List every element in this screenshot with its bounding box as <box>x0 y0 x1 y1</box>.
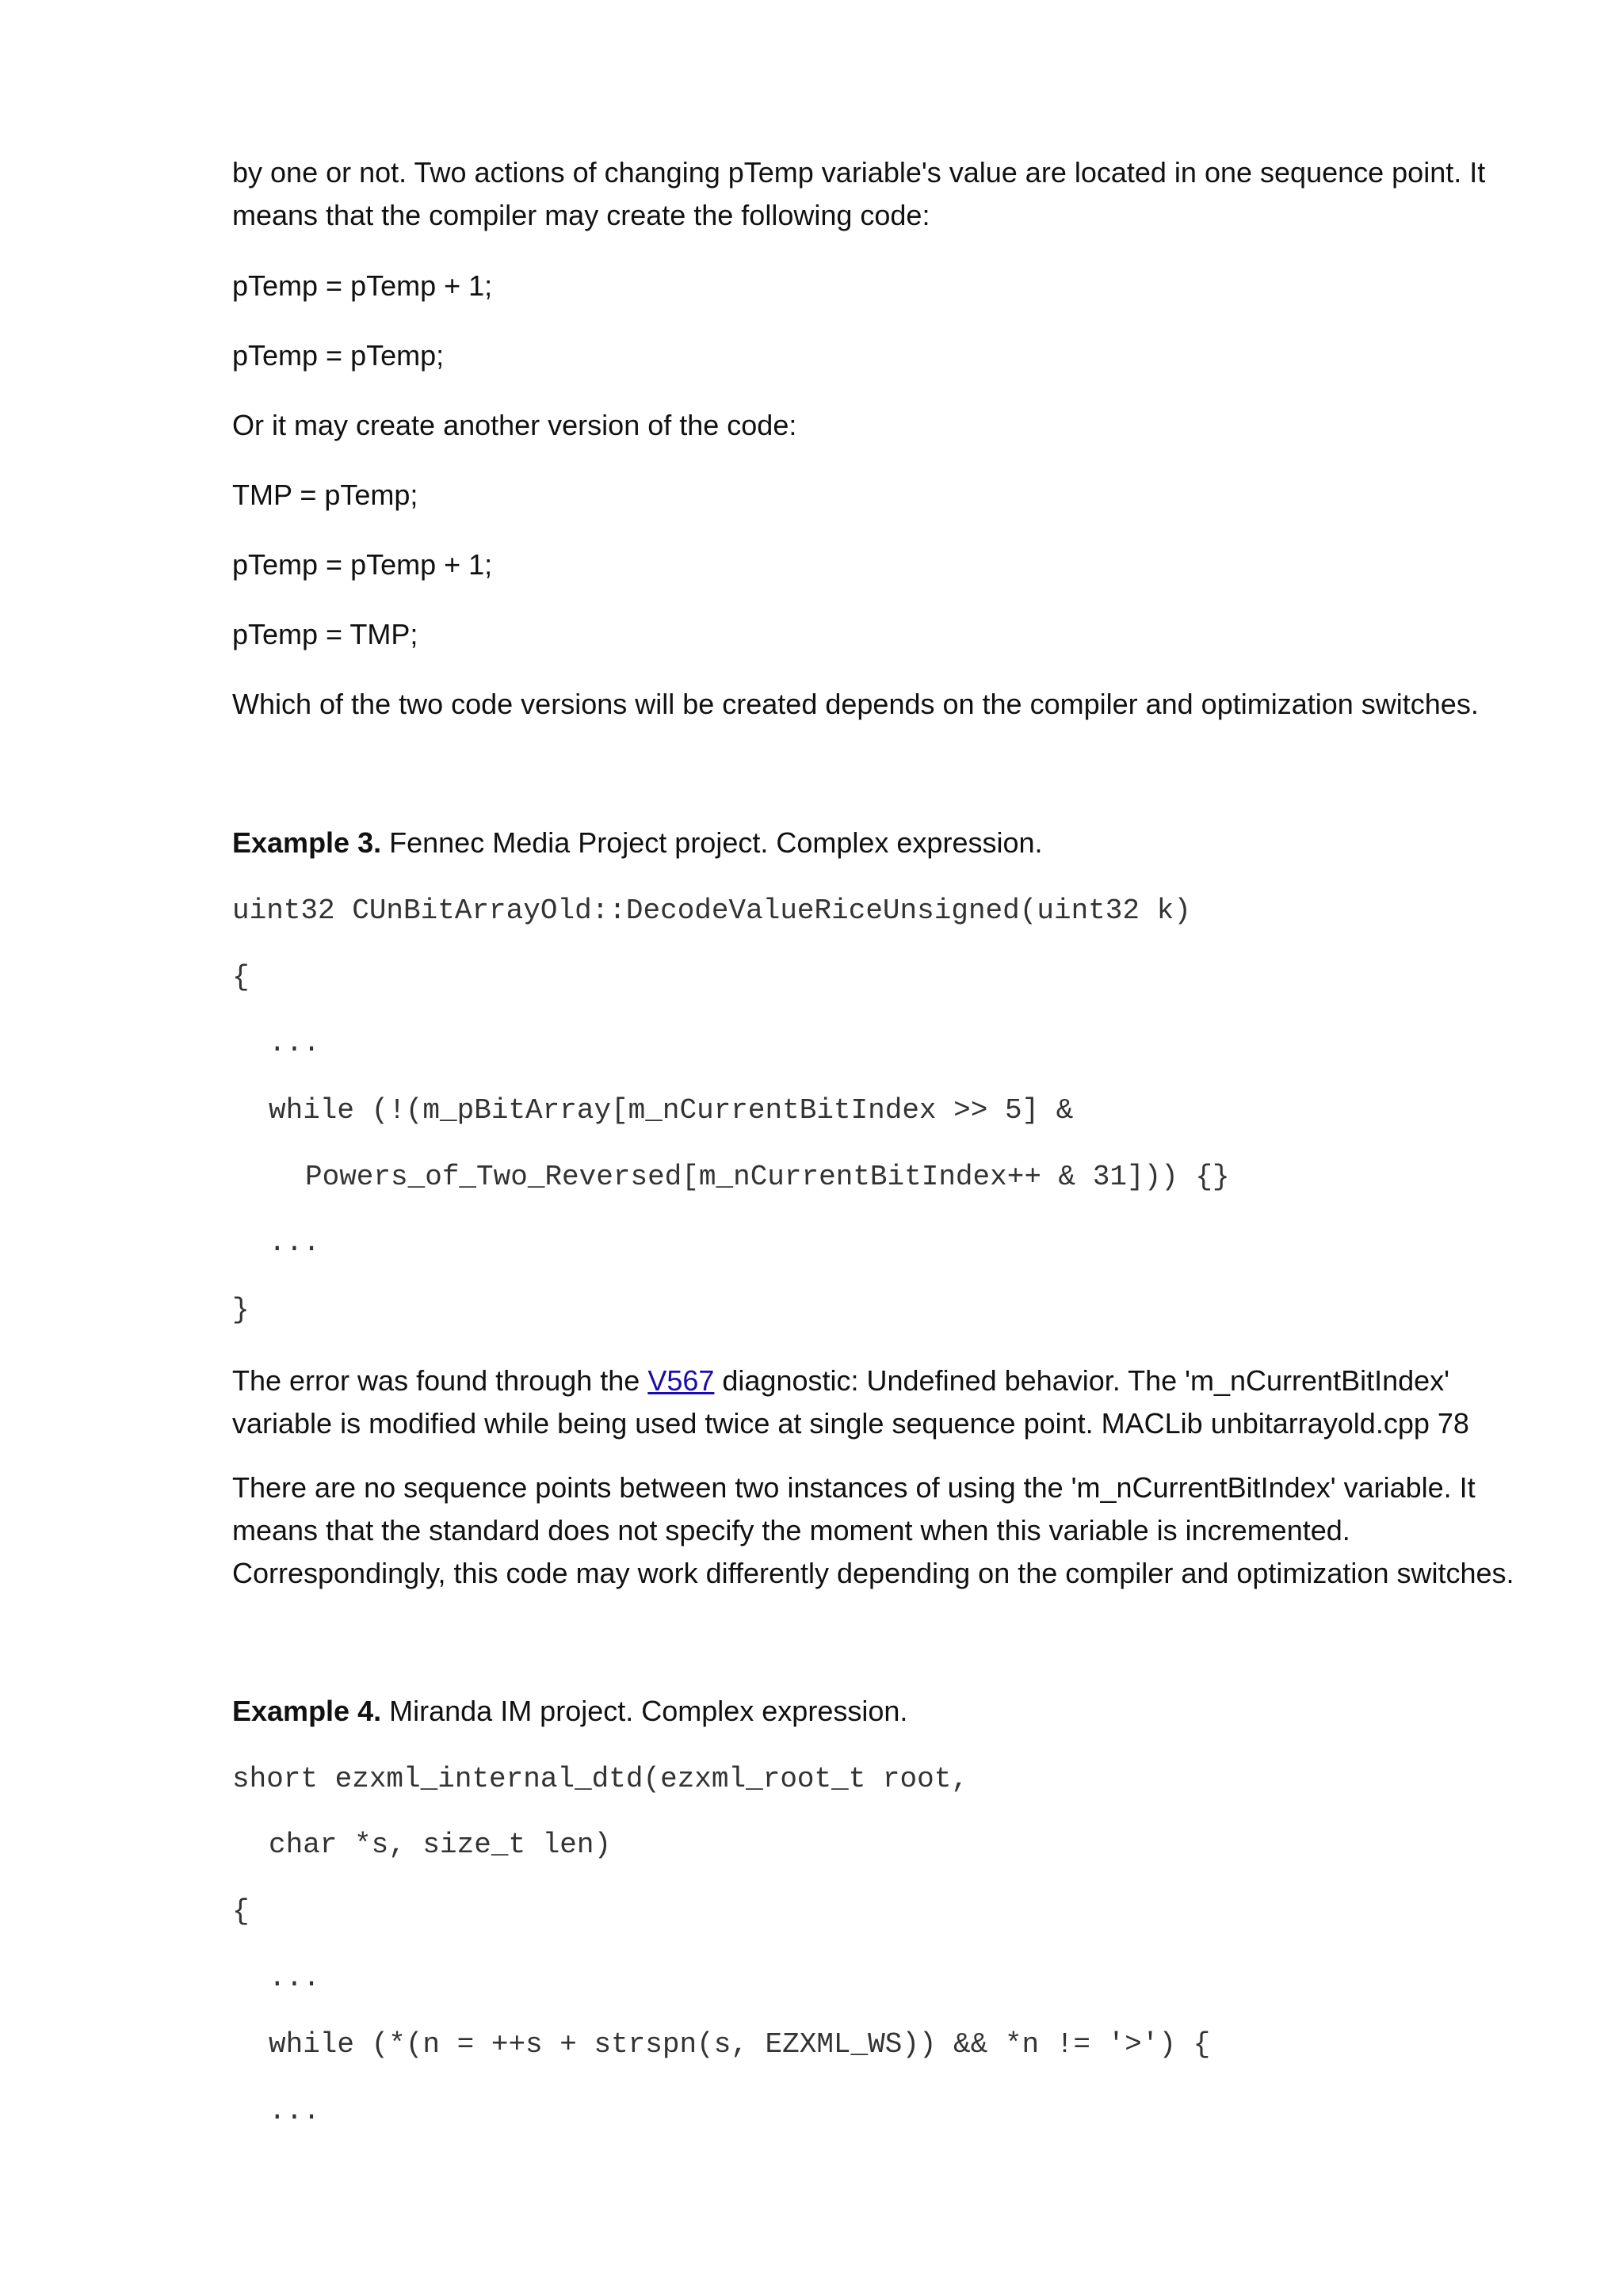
version2-line-1: TMP = pTemp; <box>232 479 418 511</box>
example4-title: Miranda IM project. Complex expression. <box>389 1695 908 1727</box>
example3-code-line: { <box>232 961 250 994</box>
example3-label: Example 3. <box>232 826 382 859</box>
example3-code-line: Powers_of_Two_Reversed[m_nCurrentBitIndex++ & 31])) {} <box>305 1161 1230 1193</box>
explanation-line: There are no sequence points between two instances of using the 'm_nCurrentBitIndex' variable. It <box>232 1471 1476 1504</box>
intro-paragraph <box>232 151 1500 237</box>
example4-code-line: ... <box>269 2095 320 2127</box>
version2-line-2: pTemp = pTemp + 1; <box>232 548 493 581</box>
intro-line-2: means that the compiler may create the following code: <box>232 199 930 231</box>
or-text: Or it may create another version of the code: <box>232 409 797 441</box>
example3-code-line: ... <box>269 1027 320 1059</box>
diagnostic-line-2: variable is modified while being used twice at single sequence point. MACLib unbitarrayold.cpp 78 <box>232 1407 1469 1440</box>
diagnostic-prefix: The error was found through the <box>232 1364 648 1397</box>
example4-code-line: ... <box>269 1962 320 1994</box>
example4-code-line: while (*(n = ++s + strspn(s, EZXML_WS)) && *n != '>') { <box>269 2028 1211 2061</box>
example4-code-line: { <box>232 1895 250 1928</box>
diagnostic-suffix: diagnostic: Undefined behavior. The 'm_nCurrentBitIndex' <box>714 1364 1450 1397</box>
diagnostic-line-1 <box>232 1360 1500 1402</box>
explanation-line: Correspondingly, this code may work differently depending on the compiler and optimization switches. <box>232 1557 1514 1589</box>
example4-code-line: char *s, size_t len) <box>269 1829 612 1861</box>
version1-line-1: pTemp = pTemp + 1; <box>232 269 493 302</box>
intro-line-1: by one or not. Two actions of changing pTemp variable's value are located in one sequence point. It <box>232 156 1486 189</box>
explanation-line: means that the standard does not specify the moment when this variable is incremented. <box>232 1514 1350 1547</box>
v567-link[interactable]: V567 <box>647 1364 715 1397</box>
diagnostic-paragraph <box>232 1360 1500 1445</box>
example3-code-line: } <box>232 1294 250 1326</box>
which-text: Which of the two code versions will be created depends on the compiler and optimization switches. <box>232 688 1479 720</box>
example3-code-line: while (!(m_pBitArray[m_nCurrentBitIndex >> 5] & <box>269 1094 1074 1127</box>
example4-code-line: short ezxml_internal_dtd(ezxml_root_t root, <box>232 1763 968 1795</box>
example3-title: Fennec Media Project project. Complex expression. <box>389 826 1043 859</box>
version1-line-2: pTemp = pTemp; <box>232 339 445 372</box>
example3-code-line: ... <box>269 1226 320 1259</box>
example4-heading <box>232 1690 907 1733</box>
version2-line-3: pTemp = TMP; <box>232 618 418 650</box>
example3-heading <box>232 822 1043 864</box>
example4-label: Example 4. <box>232 1695 382 1727</box>
explanation-paragraph <box>232 1466 1514 1595</box>
example3-code-line: uint32 CUnBitArrayOld::DecodeValueRiceUnsigned(uint32 k) <box>232 894 1191 927</box>
